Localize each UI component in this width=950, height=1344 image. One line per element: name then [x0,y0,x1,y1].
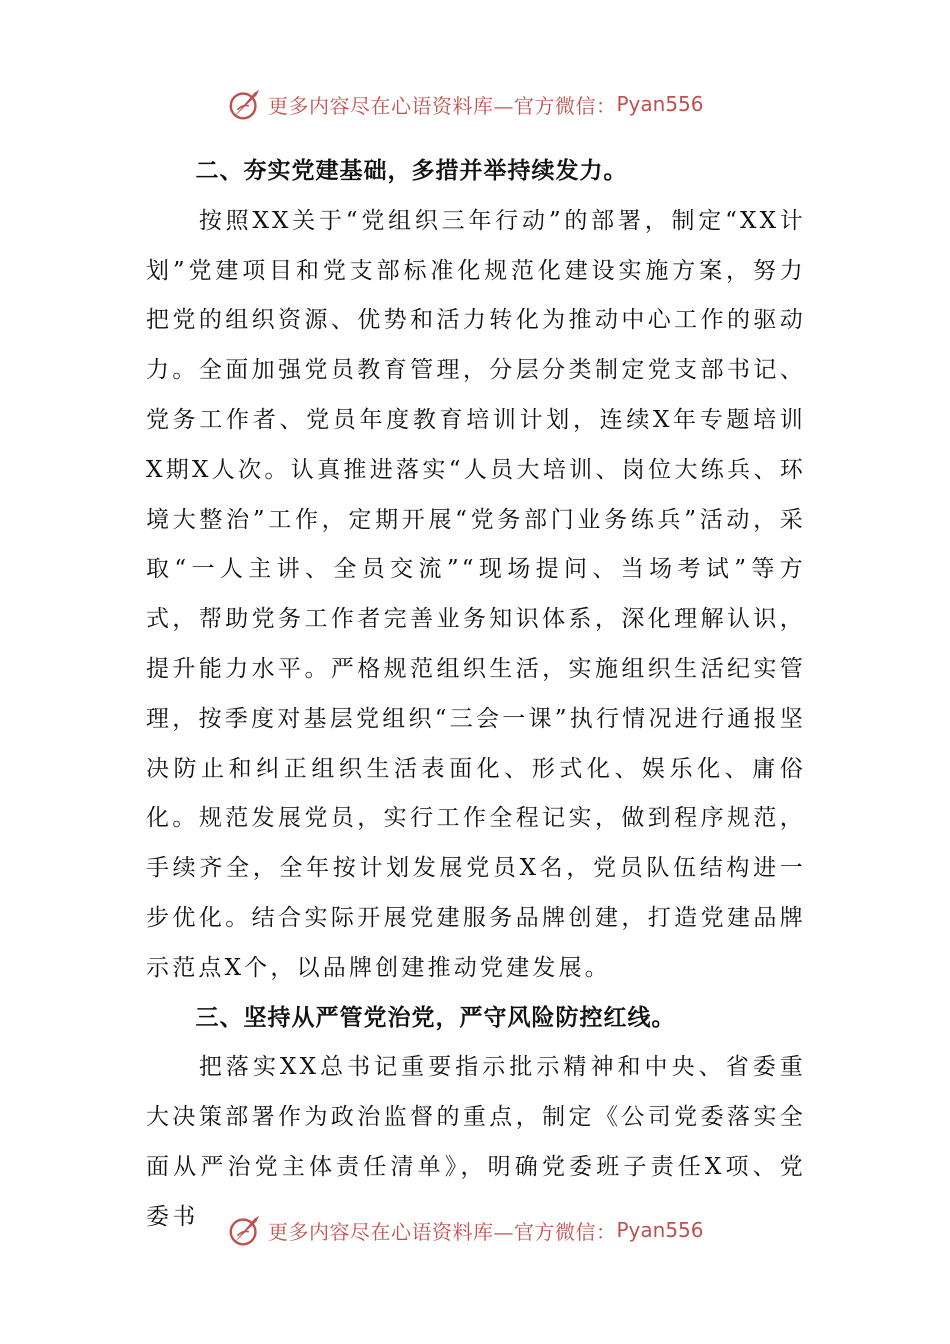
quill-logo-icon [226,1211,264,1249]
body-paragraph: 把落实XX总书记重要指示批示精神和中央、省委重大决策部署作为政治监督的重点，制定《公司党委落实全面从严治党主体责任清单》，明确党委班子责任X项、党委书 [146,1054,806,1230]
watermark-text: 更多内容尽在心语资料库—官方微信： [268,1219,617,1244]
wechat-id: Pyan556 [616,1218,704,1242]
watermark-banner-bottom [226,1210,704,1250]
body-paragraph: 按照XX关于“党组织三年行动”的部署，制定“XX计划”党建项目和党支部标准化规范化建设实施方案，努力把党的组织资源、优势和活力转化为推动中心工作的驱动力。全面加强党员教育管理，分层分类制定党支部书记、党务工作者、党员年度教育培训计划，连续X年专题培训X期X人次。认真推进落实“人员大培训、岗位大练兵、环境大整治”工作，定期开展“党务部门业务练兵”活动，采取“一人主讲、全员交流”“现场提问、当场考试”等方式，帮助党务工作者完善业务知识体系，深化理解认识，提升能力水平。严格规范组织生活，实施组织生活纪实管理，按季度对基层党组织“三会一课”执行情况进行通报坚决防止和纠正组织生活表面化、形式化、娱乐化、庸俗化。规范发展党员，实行工作全程记实，做到程序规范，手续齐全，全年按计划发展党员X名，党员队伍结构进一步优化。结合实际开展党建服务品牌创建，打造党建品牌示范点X个，以品牌创建推动党建发展。 [146,207,806,981]
watermark-text: 更多内容尽在心语资料库—官方微信： [268,93,617,118]
section-heading: 三、坚持从严管党治党，严守风险防控红线。 [195,1004,676,1031]
section-heading: 二、夯实党建基础，多措并举持续发力。 [195,158,628,184]
document-body [146,147,806,1243]
watermark-banner-top [226,84,704,124]
quill-logo-icon [226,85,264,123]
wechat-id: Pyan556 [616,92,704,116]
